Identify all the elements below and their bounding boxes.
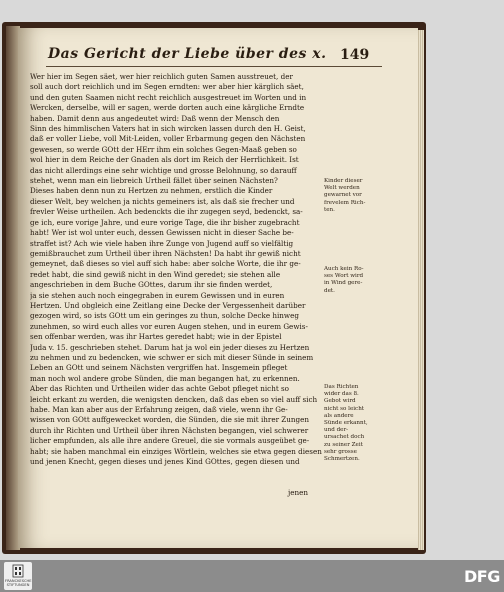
page-edges <box>418 30 424 550</box>
text-line: Wercken, derselbe, will er sagen, werde dorten auch eine kärgliche Erndte <box>30 103 305 113</box>
text-line: habe. Man kan aber aus der Erfahrung zeigen, daß viele, wenn ihr Ge- <box>30 405 288 414</box>
margin-note-line: sehr grosse <box>324 448 357 455</box>
text-line: wissen von GOtt auffgewecket worden, die Sünden, die sie mit ihrer Zungen <box>30 415 310 425</box>
text-line: dieser Welt, bey welchen ja nichts gemeiners ist, als daß sie frecher und <box>30 196 295 206</box>
text-line: zunehmen, so wird euch alles vor euren Augen stehen, und in eurem Gewis- <box>30 321 308 331</box>
text-line: wol hier in dem Reiche der Gnaden als dort im Reich der Herrlichkeit. Ist <box>30 155 299 165</box>
text-line: redet habt, die sind gewiß nicht in den Wind geredet; sie stehen alle <box>30 269 281 279</box>
text-line: das nicht allerdings eine sehr wichtige und grosse Belohnung, so darauff <box>30 165 297 175</box>
text-line: ge ich, eure vorige Jahre, und eure vorige Tage, die ihr bisher zugebracht <box>30 217 300 227</box>
text-line: ja sie stehen auch noch eingegraben in eurem Gewissen und in euren <box>30 290 285 300</box>
margin-note-1 <box>324 178 365 214</box>
margin-note-2 <box>324 266 364 295</box>
text-line: angeschrieben in dem Buche GOttes, darum ihr sie finden werdet, <box>30 280 273 290</box>
margin-note-line: nicht so leicht <box>324 405 365 412</box>
text-line: durch ihr Richten und Urtheil über ihren Nächsten begangen, viel schwerer <box>30 425 309 435</box>
text-line: Leben an GOtt und seinem Nächsten vergriffen hat. Insgemein pfleget <box>30 363 288 373</box>
header-rule <box>46 66 382 67</box>
text-line: habt; sie haben manchmal ein einziges Wörtlein, welches sie etwa gegen diesen <box>30 446 322 456</box>
text-line: gemißbrauchet zum Urtheil über ihren Nächsten! Da habt ihr gewiß nicht <box>30 248 301 258</box>
text-line: haben. Damit denn aus angedeutet wird: Daß wenn der Mensch den <box>30 113 280 123</box>
text-line: und jenen Knecht, gegen dieses und jenes Kind GOttes, gegen diesen und <box>30 457 300 467</box>
margin-note-line: ses Wort wird <box>324 273 364 280</box>
margin-note-line: Das Richten <box>324 384 359 390</box>
text-line: daß er voller Liebe, voll Mit-Leiden, voller Erbarmung gegen den Nächsten <box>30 134 306 144</box>
text-line: Sinn des himmlischen Vaters hat in sich wircken lassen durch den H. Geist, <box>30 124 306 134</box>
margin-note-line: wider das 8. <box>324 391 359 398</box>
margin-note-line: Auch kein Ro- <box>324 266 364 272</box>
page-number: 149 <box>340 47 370 63</box>
text-line: licher empfunden, als alle ihre andere Greuel, die sie vormals ausgeübet ge- <box>30 436 310 446</box>
orphanage-emblem-icon <box>12 564 24 578</box>
text-line: und den guten Saamen nicht recht reichlich ausgestreuet im Worten und in <box>30 92 307 102</box>
dfg-logo[interactable]: DFG <box>464 567 500 586</box>
text-line: Dieses haben denn nun zu Hertzen zu nehmen, erstlich die Kinder <box>30 186 273 196</box>
text-line: frevler Weise urtheilen. Ach bedenckts die ihr zugegen seyd, bedenckt, sa- <box>30 207 303 217</box>
margin-note-line: als andere <box>324 412 354 419</box>
text-line: soll auch dort reichlich und im Segen erndten: wer aber hier kärglich säet, <box>30 82 304 92</box>
margin-note-line: frevelem Rich- <box>324 199 366 206</box>
running-head: Das Gericht der Liebe über des x. <box>48 46 327 62</box>
margin-note-line: Schmertzen. <box>324 456 360 463</box>
text-line: Juda v. 15. geschrieben stehet. Darum hat ja wol ein jeder dieses zu Hertzen <box>30 342 310 352</box>
text-line: Hertzen. Und obgleich eine Zeitlang eine Decke der Vergessenheit darüber <box>30 300 306 310</box>
margin-note-line: und der- <box>324 427 349 434</box>
margin-note-line: zu seiner Zeit <box>324 441 363 448</box>
margin-note-line: gewarnet vor <box>324 192 362 199</box>
text-line: sen offenbar werden, was ihr Hartes geredet habt; wie in der Epistel <box>30 332 282 342</box>
text-line: zu nehmen und zu bedencken, wie schwer er sich mit dieser Sünde in seinem <box>30 352 314 362</box>
margin-note-line: Kinder dieser <box>324 178 363 184</box>
text-line: man noch wol andere grobe Sünden, die man begangen hat, zu erkennen. <box>30 373 300 383</box>
library-logo-text: FRANCKESCHE STIFTUNGEN <box>5 579 32 587</box>
library-logo[interactable] <box>4 562 32 590</box>
text-line: gemeynet, daß dieses so viel auff sich habe: aber solche Worte, die ihr ge- <box>30 259 301 269</box>
text-line: habt! Wer ist wol unter euch, dessen Gewissen nicht in dieser Sache be- <box>30 228 294 238</box>
body-text <box>30 72 322 467</box>
margin-note-line: ursachet doch <box>324 434 365 441</box>
margin-note-line: in Wind gere- <box>324 280 363 287</box>
margin-note-line: det. <box>324 287 335 294</box>
catchword: jenen <box>288 488 308 497</box>
footer-bar <box>0 560 504 592</box>
text-line: stehet, wenn man ein liebreich Urtheil fället über seinen Nächsten? <box>30 176 278 186</box>
margin-note-line: Welt werden <box>324 185 360 192</box>
text-line: straffet ist? Ach wie viele haben ihre Zunge von Jugend auff so vielfältig <box>30 238 294 248</box>
text-line: gezogen wird, so ists GOtt um ein geringes zu thun, solche Decke hinweg <box>30 311 299 321</box>
text-line: Aber das Richten und Urtheilen wider das achte Gebot pfleget nicht so <box>30 384 290 394</box>
margin-note-line: Gebot wird <box>324 398 356 405</box>
text-line: leicht erkant zu werden, die wenigsten dencken, daß das eben so viel auff sich <box>30 394 318 404</box>
margin-note-line: Sünde erkannt, <box>324 420 368 427</box>
text-line: Wer hier im Segen säet, wer hier reichlich guten Samen ausstreuet, der <box>30 72 293 81</box>
margin-note-3 <box>324 384 368 463</box>
text-line: gewesen, so werde GOtt der HErr ihm ein solches Gegen-Maaß geben so <box>30 144 297 154</box>
margin-note-line: ten. <box>324 206 335 213</box>
book-page <box>18 28 418 548</box>
